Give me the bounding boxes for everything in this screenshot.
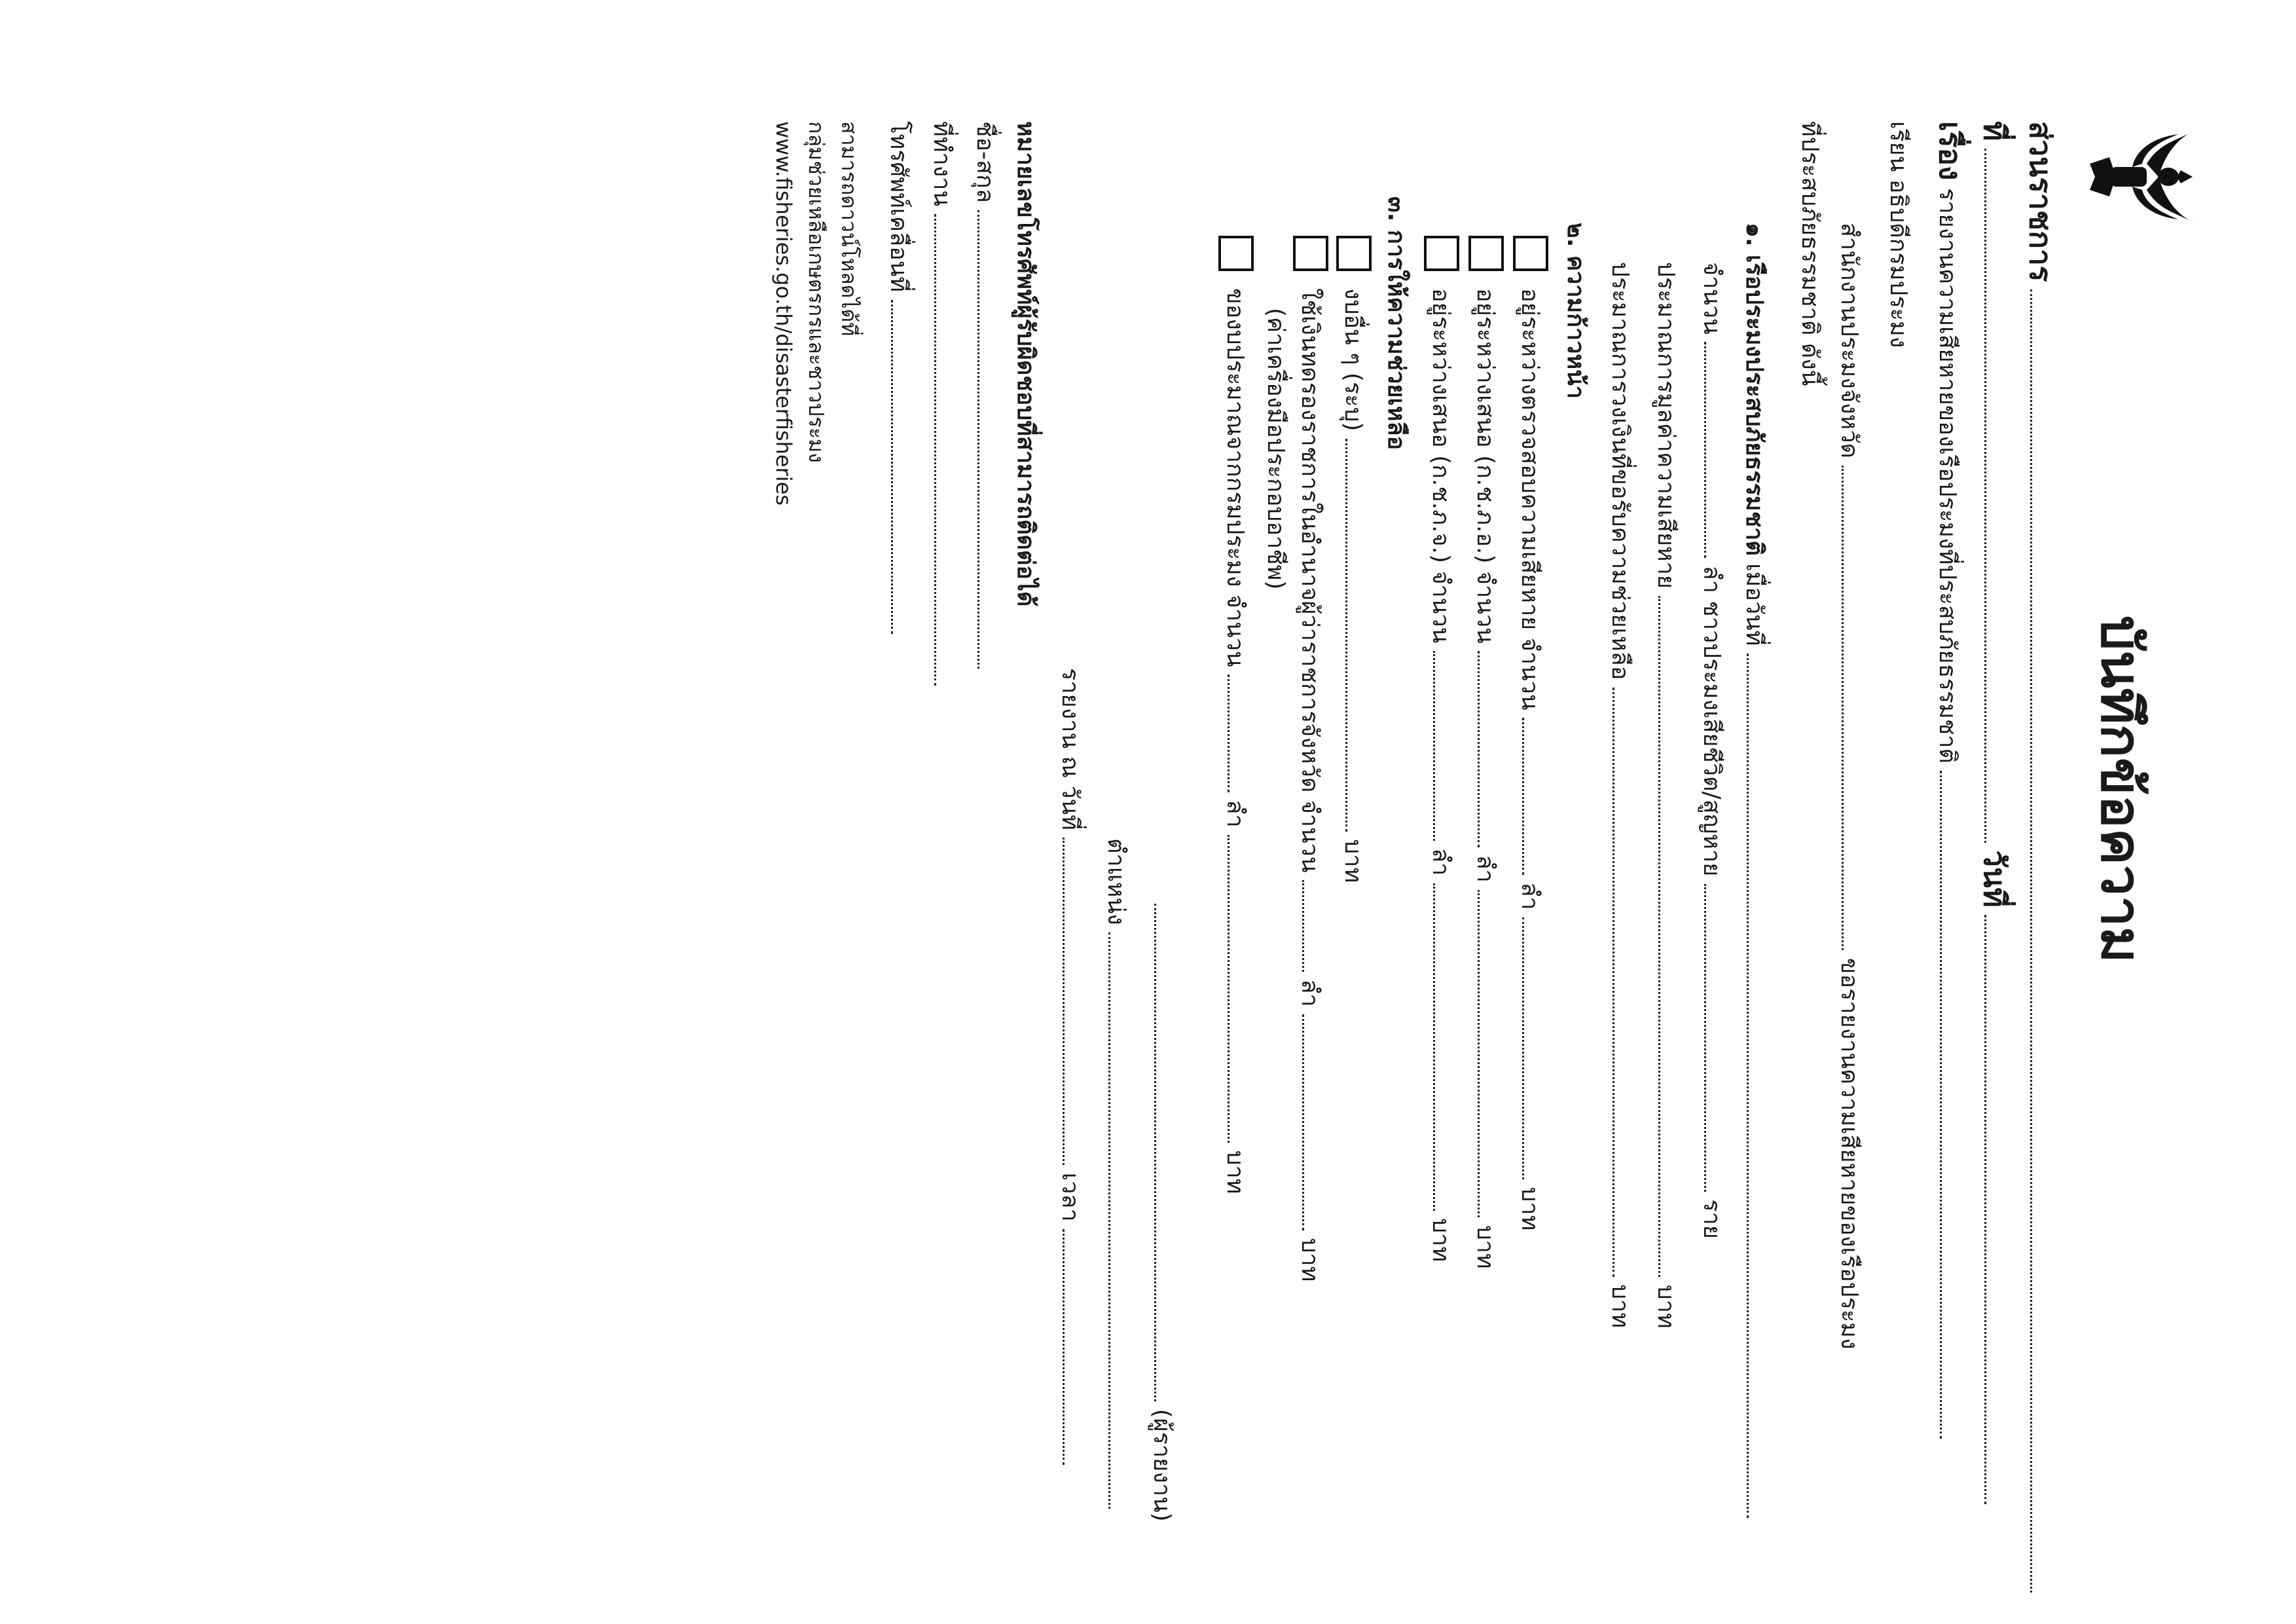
section1-count-row — [1697, 262, 1726, 1239]
contact-office-label: ที่ทำงาน — [928, 121, 955, 207]
intro-line-2: ที่ประสบภัยธรรมชาติ ดังนี้ — [1796, 121, 1823, 386]
intro-agency-label: สำนักงานประมงจังหวัด — [1836, 223, 1863, 458]
progress-checkbox-1[interactable] — [1513, 236, 1548, 271]
assist-item-2-note: (ค่าเครื่องมือประกอบอาชีพ) — [1262, 308, 1289, 590]
section1-heading-row — [1740, 223, 1769, 1518]
assist-item-3 — [1220, 288, 1250, 1194]
progress-3-baht-unit: บาท — [1427, 1218, 1454, 1263]
progress-3-boat-unit: ลำ — [1427, 848, 1454, 876]
garuda-emblem-icon — [2086, 128, 2198, 226]
contact-name-row — [970, 121, 1000, 669]
progress-1-baht-field[interactable] — [1522, 917, 1544, 1179]
progress-2-boats-field[interactable] — [1478, 651, 1499, 847]
date-field[interactable] — [1984, 915, 2006, 1504]
assist-3-boats-field[interactable] — [1228, 674, 1249, 792]
intro-report-text: ขอรายงานความเสียหายของเรือประมง — [1836, 957, 1863, 1350]
report-date-field[interactable] — [1063, 838, 1084, 1165]
boat-count-field[interactable] — [1704, 342, 1726, 558]
report-date-row — [1055, 668, 1085, 1465]
assist-3-baht-unit: บาท — [1222, 1150, 1248, 1194]
assist-item-2-label: ใช้เงินทดรองราชการในอำนาจผู้ว่าราชการจังหวัด จำนวน — [1296, 288, 1323, 873]
assist-item-1-label: งบอื่น ๆ (ระบุ) — [1339, 288, 1366, 432]
progress-checkbox-3[interactable] — [1424, 236, 1459, 271]
number-field[interactable] — [1984, 149, 2006, 843]
budget-field[interactable] — [1613, 688, 1634, 1277]
subject-field[interactable] — [1940, 771, 1961, 1439]
province-field[interactable] — [1842, 466, 1863, 950]
progress-1-boats-field[interactable] — [1522, 718, 1544, 875]
agency-field[interactable] — [2030, 289, 2052, 1593]
agency-row — [2022, 121, 2060, 1593]
progress-item-2-label: อยู่ระหว่างเสนอ (ก.ช.ภ.อ.) จำนวน — [1472, 288, 1499, 644]
assist-2-boat-unit: ลำ — [1296, 979, 1323, 1007]
assist-item-3-label: ของบประมาณจากกรมประมง จำนวน — [1222, 288, 1248, 667]
subject-text: รายงานความเสียหายของเรือประมงที่ประสบภัยธรรมชาติ — [1934, 187, 1961, 764]
boat-count-label: จำนวน — [1698, 262, 1725, 335]
number-label: ที่ — [1977, 121, 2013, 141]
position-row — [1101, 838, 1131, 1509]
contact-mobile-row — [884, 121, 913, 634]
damage-value-unit: บาท — [1652, 1284, 1679, 1329]
deaths-field[interactable] — [1704, 884, 1726, 1192]
damage-value-field[interactable] — [1658, 596, 1680, 1277]
footer-download-note: สามารถดาวน์โหลดได้ที่ — [837, 121, 862, 337]
progress-3-boats-field[interactable] — [1433, 651, 1455, 841]
progress-1-boat-unit: ลำ — [1516, 882, 1543, 910]
assist-checkbox-2[interactable] — [1293, 236, 1328, 271]
assist-3-boat-unit: ลำ — [1222, 800, 1248, 828]
progress-1-baht-unit: บาท — [1516, 1187, 1543, 1231]
agency-label: ส่วนราชการ — [2023, 121, 2058, 282]
reporter-name-field[interactable] — [1154, 904, 1176, 1401]
assist-2-boats-field[interactable] — [1302, 880, 1324, 972]
damage-value-row — [1651, 262, 1681, 1329]
contact-name-label: ชื่อ-สกุล — [972, 121, 998, 203]
assist-checkbox-3[interactable] — [1218, 236, 1254, 271]
budget-unit: บาท — [1607, 1284, 1633, 1329]
reporter-row — [1147, 904, 1176, 1522]
section2-heading: ๒. ความก้าวหน้า — [1562, 223, 1589, 399]
report-date-label: รายงาน ณ วันที่ — [1057, 668, 1084, 830]
position-field[interactable] — [1108, 932, 1130, 1509]
date-label: วันที่ — [1977, 850, 2013, 908]
footer-group-name: กลุ่มช่วยเหลือเกษตรกรและชาวประมง — [804, 121, 829, 463]
assist-2-baht-unit: บาท — [1296, 1238, 1323, 1282]
section3-heading: ๓. การให้ความช่วยเหลือ — [1383, 196, 1410, 451]
contact-mobile-field[interactable] — [891, 300, 913, 634]
boat-unit: ลำ — [1698, 565, 1725, 593]
to-line: เรียน อธิบดีกรมประมง — [1885, 121, 1912, 348]
progress-item-1-label: อยู่ระหว่างตรวจสอบความเสียหาย จำนวน — [1516, 288, 1543, 710]
assist-1-baht-unit: บาท — [1339, 839, 1366, 883]
contact-heading: หมายเลขโทรศัพท์ผู้รับผิดชอบที่สามารถติดต่อได้ — [1012, 121, 1039, 607]
contact-mobile-label: โทรศัพท์เคลื่อนที่ — [885, 121, 912, 293]
progress-item-1 — [1515, 288, 1544, 1230]
footer-website-link[interactable]: www.fisheries.go.th/disasterfisheries — [771, 121, 796, 506]
position-label: ตำแหน่ง — [1102, 838, 1129, 925]
intro-line-1 — [1834, 223, 1864, 1350]
section1-heading: ๑. เรือประมงประสบภัยธรรมชาติ — [1741, 223, 1768, 556]
number-row — [1976, 121, 2014, 1504]
damage-value-label: ประมาณการมูลค่าความเสียหาย — [1652, 262, 1679, 589]
budget-label: ประมาณการวงเงินที่ขอรับความช่วยเหลือ — [1607, 262, 1633, 680]
deaths-label: ชาวประมงเสียชีวิต/สูญหาย — [1698, 600, 1725, 877]
subject-label: เรื่อง — [1933, 121, 1968, 181]
incident-date-field[interactable] — [1747, 654, 1768, 1518]
memo-title: บันทึกข้อความ — [2089, 616, 2153, 963]
person-unit: ราย — [1698, 1199, 1725, 1239]
assist-2-baht-field[interactable] — [1302, 1014, 1324, 1230]
contact-name-field[interactable] — [977, 210, 999, 669]
progress-checkbox-2[interactable] — [1468, 236, 1504, 271]
assist-item-1 — [1338, 288, 1368, 883]
assist-item-2 — [1295, 288, 1324, 1282]
reporter-suffix: (ผู้รายงาน) — [1148, 1409, 1175, 1522]
progress-2-boat-unit: ลำ — [1472, 855, 1499, 883]
budget-row — [1605, 262, 1635, 1328]
contact-office-row — [927, 121, 957, 686]
progress-2-baht-unit: บาท — [1472, 1225, 1499, 1269]
section1-date-label: เมื่อวันที่ — [1741, 563, 1768, 646]
progress-3-baht-field[interactable] — [1433, 883, 1455, 1211]
contact-office-field[interactable] — [934, 214, 956, 686]
assist-other-budget-field[interactable] — [1345, 439, 1367, 832]
subject-row — [1931, 121, 1969, 1439]
progress-item-2 — [1470, 288, 1500, 1269]
progress-2-baht-field[interactable] — [1478, 890, 1499, 1217]
assist-3-baht-field[interactable] — [1228, 835, 1249, 1143]
time-label: เวลา — [1057, 1172, 1084, 1222]
report-time-field[interactable] — [1063, 1229, 1084, 1465]
progress-item-3-label: อยู่ระหว่างเสนอ (ก.ช.ภ.จ.) จำนวน — [1427, 288, 1454, 644]
assist-checkbox-1[interactable] — [1336, 236, 1372, 271]
progress-item-3 — [1426, 288, 1455, 1262]
